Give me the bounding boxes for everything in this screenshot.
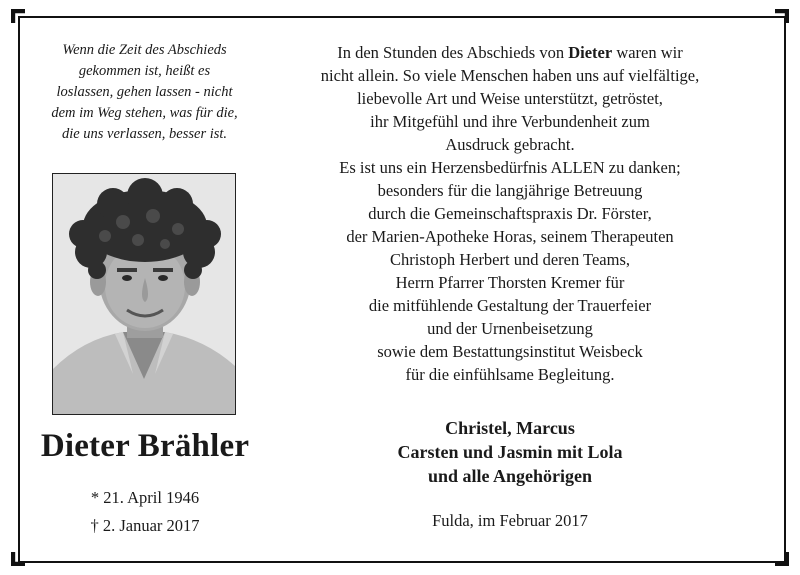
signer-line: Christel, Marcus [445,418,575,438]
portrait-photo [52,173,236,415]
quote-line: loslassen, gehen lassen - nicht [56,84,233,100]
birth-date: * 21. April 1946 [90,488,200,507]
highlighted-name: Dieter [568,43,613,62]
quote-block [22,40,267,145]
thank-you-text [285,41,735,386]
death-date: † 2. Januar 2017 [90,516,200,535]
text-line: Ausdruck gebracht. [445,135,575,154]
place-and-date: Fulda, im Februar 2017 [432,511,588,530]
quote-line: Wenn die Zeit des Abschieds [62,42,227,58]
text-line: ihr Mitgefühl und ihre Verbundenheit zum [370,112,650,131]
text-segment: In den Stunden des Abschieds von [337,43,569,62]
text-line: der Marien-Apotheke Horas, seinem Therapeuten [346,227,674,246]
signer-line: Carsten und Jasmin mit Lola [397,442,623,462]
text-line: Herrn Pfarrer Thorsten Kremer für [395,273,625,292]
text-segment: waren wir [612,43,683,62]
text-line: die mitfühlende Gestaltung der Trauerfeier [368,296,652,315]
quote-line: dem im Weg stehen, was für die, [51,105,238,121]
text-line: durch die Gemeinschaftspraxis Dr. Förster, [368,204,652,223]
text-line: sowie dem Bestattungsinstitut Weisbeck [377,342,643,361]
text-line: liebevolle Art und Weise unterstützt, getröstet, [357,89,663,108]
text-line: und der Urnenbeisetzung [427,319,593,338]
quote-line: die uns verlassen, besser ist. [61,126,228,142]
text-line: Es ist uns ein Herzensbedürfnis ALLEN zu danken; [339,158,681,177]
thanks-intro-first-line [285,41,735,64]
text-line: für die einfühlsame Begleitung. [405,365,615,384]
life-dates [40,484,250,540]
deceased-name: Dieter Brähler [40,428,250,464]
signers-block [285,416,735,488]
quote-text [22,40,267,145]
signer-line: und alle Angehörigen [427,466,593,486]
thanks-intro [285,41,735,156]
thanks-body [285,156,735,386]
text-line: besonders für die langjährige Betreuung [377,181,643,200]
text-line: Christoph Herbert und deren Teams, [389,250,631,269]
text-line: nicht allein. So viele Menschen haben uns auf vielfältige, [320,66,700,85]
quote-line: gekommen ist, heißt es [78,63,211,79]
